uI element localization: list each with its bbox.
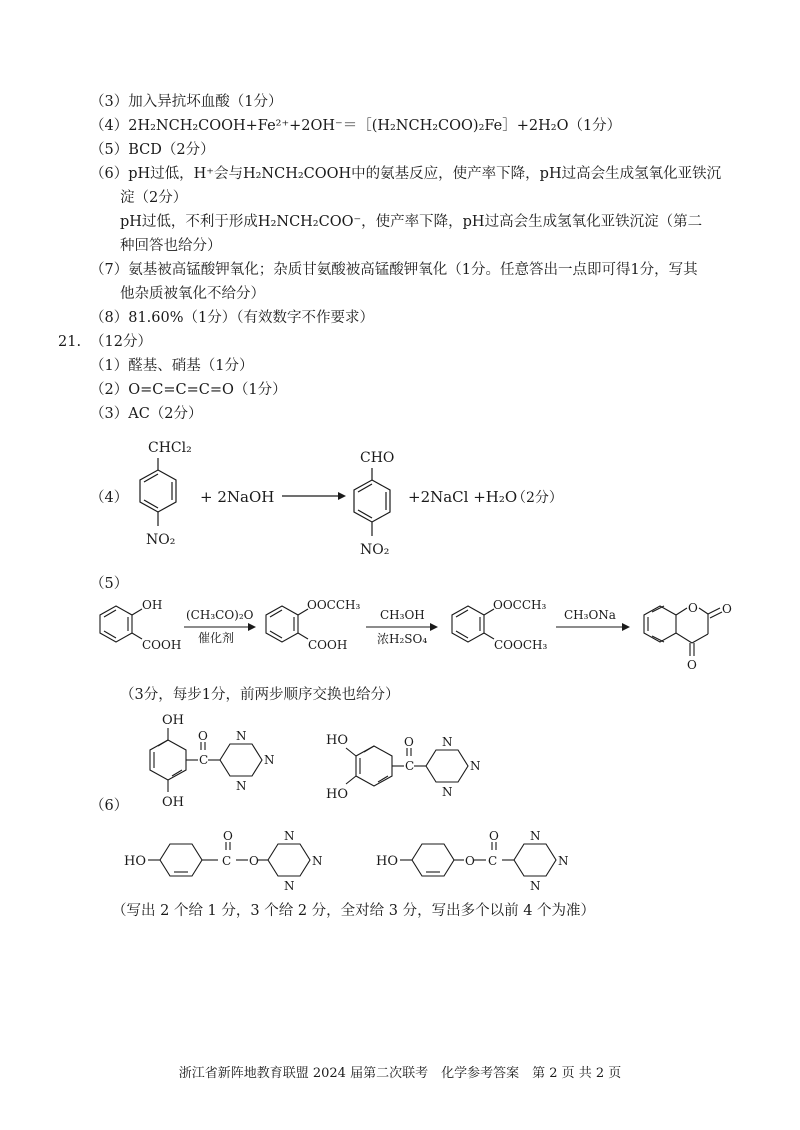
product-carbonyl-oxygen: O	[722, 602, 732, 616]
q20-item6-line2: 淀（2分）	[120, 190, 188, 206]
product-cho-label: CHO	[360, 450, 395, 466]
q21-item4-reaction	[120, 432, 640, 562]
isomer3-triazine-n2: N	[312, 854, 323, 868]
q21-item2: （2）O=C=C=C=O（1分）	[90, 382, 287, 398]
reactant-oh-label: OH	[142, 598, 163, 612]
step1-condition: 催化剂	[198, 631, 235, 645]
q20-item8: （8）81.60%（1分）（有效数字不作要求）	[90, 310, 374, 326]
q21-item6-isomers	[118, 706, 678, 896]
isomer4-triazine-n1: N	[530, 829, 541, 843]
product-ketone-oxygen: O	[687, 658, 697, 672]
step1-reagent: (CH₃CO)₂O	[186, 608, 254, 622]
q20-item3: （3）加入异抗坏血酸（1分）	[90, 94, 283, 110]
intermediate2-cooch3-label: COOCH₃	[494, 638, 548, 652]
item4-score: （2分）	[512, 490, 563, 506]
isomer3-ester-o: O	[249, 854, 259, 868]
isomer4-ester-o: O	[465, 854, 475, 868]
isomer2-triazine-n2: N	[470, 759, 481, 773]
q21-item1: （1）醛基、硝基（1分）	[90, 358, 254, 374]
q20-item7-line2: 他杂质被氧化不给分）	[120, 286, 265, 302]
step2-condition: 浓H₂SO₄	[377, 632, 428, 646]
q20-item7-line1: （7）氨基被高锰酸钾氧化；杂质甘氨酸被高锰酸钾氧化（1分。任意答出一点即可得1分，写其	[90, 262, 698, 278]
q21-item5-note: （3分，每步1分，前两步顺序交换也给分）	[120, 687, 400, 703]
isomer1-triazine-n3: N	[236, 779, 247, 793]
q21-item6-label: （6）	[90, 798, 129, 814]
isomer2-ho-top: HO	[326, 733, 348, 748]
q21-item5-label: （5）	[90, 576, 129, 592]
isomer2-triazine-n1: N	[442, 735, 453, 749]
isomer4-ho: HO	[376, 854, 398, 869]
product-ring-oxygen: O	[688, 601, 698, 615]
q21-item3: （3）AC（2分）	[90, 406, 203, 422]
isomer4-triazine-n3: N	[530, 879, 541, 893]
step2-reagent: CH₃OH	[380, 608, 425, 622]
product-no2-label: NO₂	[360, 542, 390, 558]
isomer1-carbonyl-o: O	[198, 729, 208, 743]
isomer4-carbonyl-o: O	[489, 829, 499, 843]
byproducts-label: +2NaCl +H₂O	[408, 488, 518, 506]
reactant-cooh-label: COOH	[142, 638, 182, 652]
isomer2-ho-bottom: HO	[326, 787, 348, 802]
intermediate1-cooh-label: COOH	[308, 638, 348, 652]
isomer1-triazine-n2: N	[264, 753, 275, 767]
q21-item4-label: （4）	[90, 490, 129, 506]
isomer1-oh-top: OH	[162, 713, 184, 728]
intermediate1-oocch3-label: OOCCH₃	[307, 598, 361, 612]
reactant-no2-label: NO₂	[146, 532, 176, 548]
reactant-chcl2-label: CHCl₂	[148, 440, 192, 456]
q21-score: （12分）	[90, 334, 152, 350]
q21-item6-note: （写出 2 个给 1 分，3 个给 2 分，全对给 3 分，写出多个以前 4 个为准）	[112, 903, 596, 919]
q21-item5-synthesis	[90, 592, 790, 687]
q20-item4: （4）2H₂NCH₂COOH+Fe²⁺+2OH⁻＝［(H₂NCH₂COO)₂Fe］+2H₂O（1分）	[90, 118, 622, 134]
intermediate2-oocch3-label: OOCCH₃	[493, 598, 547, 612]
isomer2-carbonyl-o: O	[404, 735, 414, 749]
isomer3-carbonyl-o: O	[223, 829, 233, 843]
isomer3-ho: HO	[124, 854, 146, 869]
isomer2-carbonyl-c: C	[405, 759, 415, 773]
isomer1-oh-bottom: OH	[162, 795, 184, 810]
reagent-naoh-label: + 2NaOH	[200, 488, 275, 506]
q20-item5: （5）BCD（2分）	[90, 142, 215, 158]
q20-item6-line1: （6）pH过低，H⁺会与H₂NCH₂COOH中的氨基反应，使产率下降，pH过高会生成氢氧化亚铁沉	[90, 166, 722, 182]
q21-number: 21.	[58, 334, 82, 350]
q20-item6-line3: pH过低，不利于形成H₂NCH₂COO⁻，使产率下降，pH过高会生成氢氧化亚铁沉淀（第二	[120, 214, 703, 230]
isomer3-triazine-n1: N	[284, 829, 295, 843]
isomer3-triazine-n3: N	[284, 879, 295, 893]
isomer3-carbonyl-c: C	[222, 854, 232, 868]
isomer2-triazine-n3: N	[442, 785, 453, 799]
step3-reagent: CH₃ONa	[564, 608, 616, 622]
isomer1-triazine-n1: N	[236, 729, 247, 743]
q20-item6-line4: 种回答也给分）	[120, 238, 222, 254]
page-footer: 浙江省新阵地教育联盟 2024 届第二次联考 化学参考答案 第 2 页 共 2 页	[178, 1066, 622, 1081]
isomer4-carbonyl-c: C	[488, 854, 498, 868]
isomer4-triazine-n2: N	[558, 854, 569, 868]
isomer1-carbonyl-c: C	[199, 753, 209, 767]
